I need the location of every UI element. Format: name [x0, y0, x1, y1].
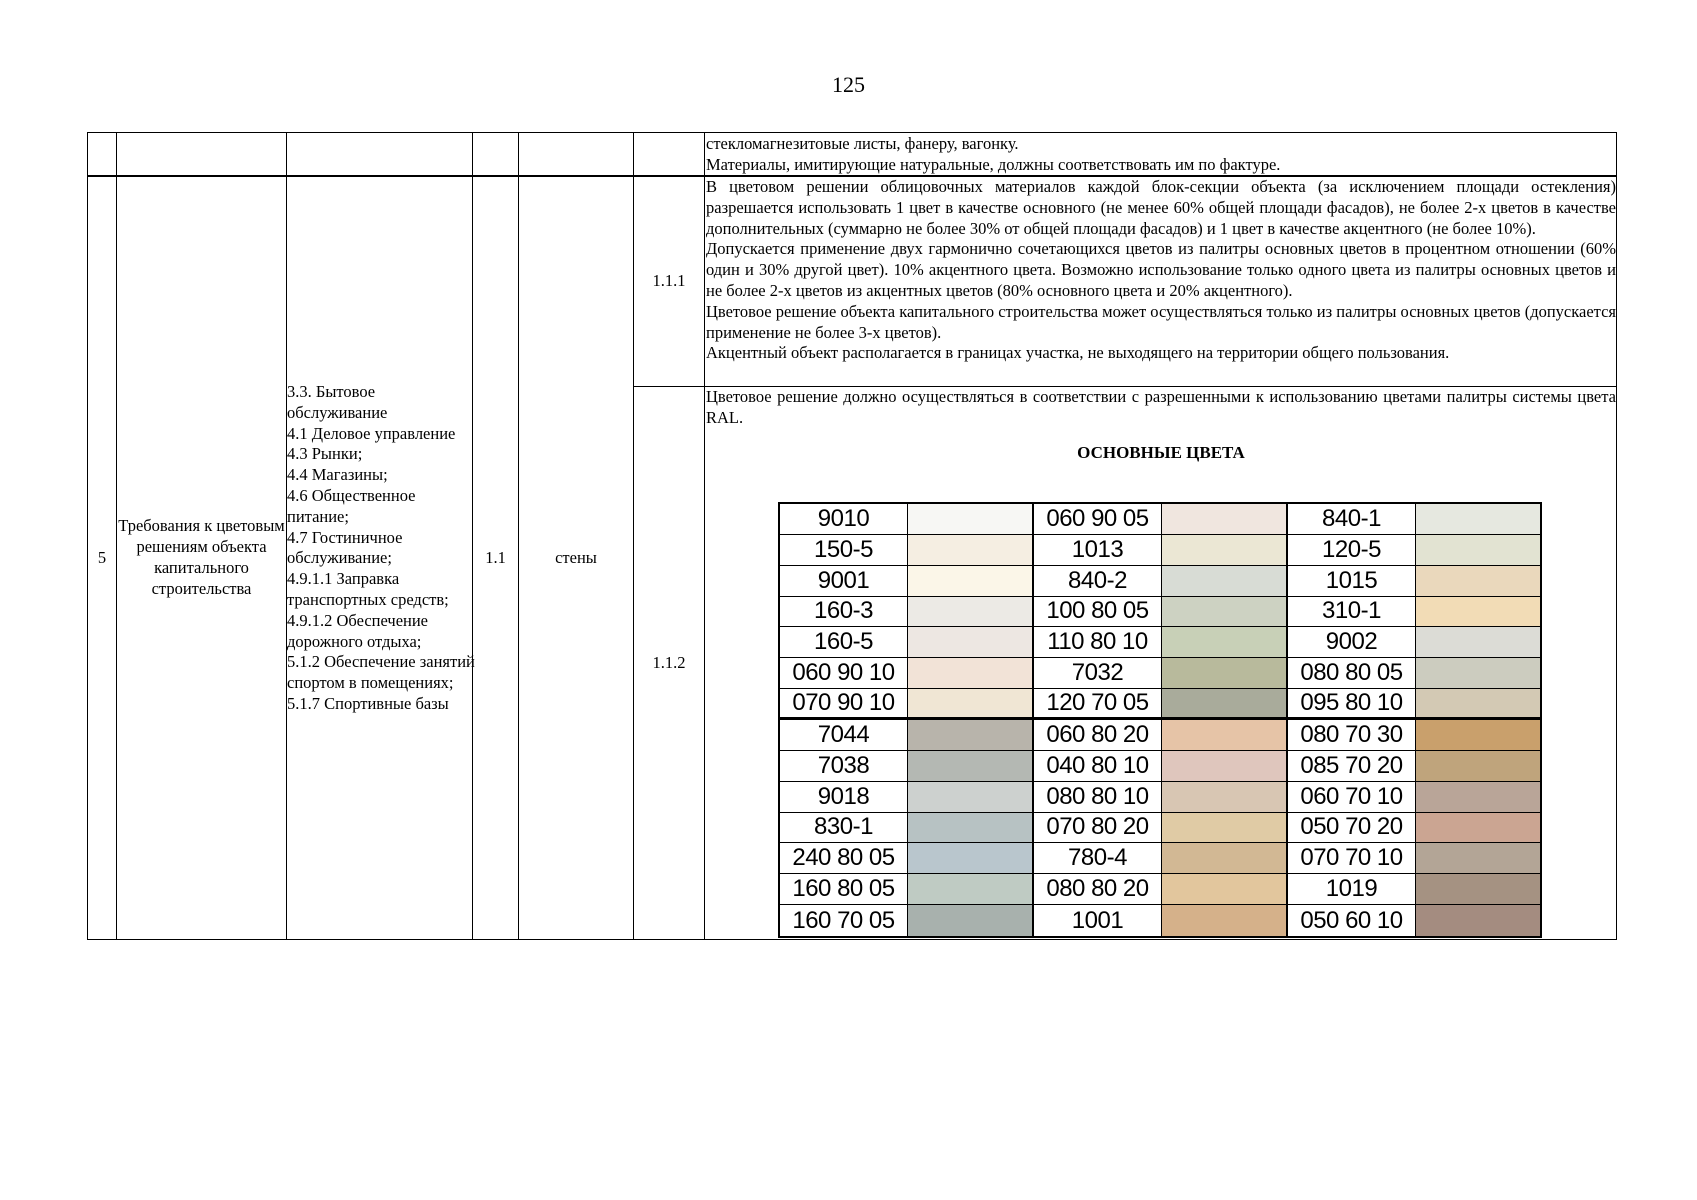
page-number: 125: [832, 72, 865, 97]
palette-color-code: 240 80 05: [780, 843, 908, 874]
palette-color-swatch: [1162, 905, 1288, 936]
continuation-line: Материалы, имитирующие натуральные, должны соответствовать им по фактуре.: [706, 154, 1281, 174]
palette-color-code: 7044: [780, 720, 908, 751]
palette-color-swatch: [1416, 597, 1540, 628]
palette-color-code: 160-5: [780, 627, 908, 658]
palette-color-swatch: [1416, 905, 1540, 936]
palette-color-code: 780-4: [1034, 843, 1162, 874]
palette-color-code: 7038: [780, 751, 908, 782]
palette-color-code: 095 80 10: [1288, 689, 1416, 720]
continuation-line: стекломагнезитовые листы, фанеру, вагонку.: [706, 134, 1019, 153]
paragraph: Цветовое решение объекта капитального строительства может осуществляться только из палитры основных цветов (допускается применение не более 3-х цветов).: [706, 301, 1616, 342]
palette-color-code: 050 60 10: [1288, 905, 1416, 936]
permitted-use-item: 4.7 Гостиничное обслуживание;: [287, 527, 403, 568]
palette-color-code: 050 70 20: [1288, 813, 1416, 844]
element-name: стены: [555, 547, 597, 567]
palette-color-swatch: [1416, 535, 1540, 566]
palette-color-swatch: [1162, 689, 1288, 720]
palette-color-code: 110 80 10: [1034, 627, 1162, 658]
palette-color-swatch: [1162, 720, 1288, 751]
palette-color-code: 060 90 10: [780, 658, 908, 689]
palette-color-code: 080 80 05: [1288, 658, 1416, 689]
palette-color-swatch: [1416, 627, 1540, 658]
palette-color-code: 080 80 10: [1034, 782, 1162, 813]
palette-color-code: 120 70 05: [1034, 689, 1162, 720]
palette-color-swatch: [1416, 782, 1540, 813]
palette-color-swatch: [1416, 504, 1540, 535]
permitted-use-item: 4.3 Рынки;: [287, 444, 363, 464]
palette-color-code: 160 70 05: [780, 905, 908, 936]
sub-item-text: [706, 177, 1616, 364]
permitted-use-item: 4.6 Общественное питание;: [287, 485, 416, 526]
sub-item-code: 1.1.1: [652, 271, 686, 291]
palette-color-code: 7032: [1034, 658, 1162, 689]
palette-color-code: 1013: [1034, 535, 1162, 566]
palette-color-code: 9018: [780, 782, 908, 813]
palette-color-swatch: [908, 843, 1034, 874]
color-palette: [778, 502, 1542, 938]
palette-color-code: 060 80 20: [1034, 720, 1162, 751]
palette-color-code: 120-5: [1288, 535, 1416, 566]
palette-color-code: 060 90 05: [1034, 504, 1162, 535]
permitted-use-item: 5.1.2 Обеспечение занятий спортом в помещениях;: [287, 652, 475, 693]
palette-color-code: 830-1: [780, 813, 908, 844]
row-number: 5: [97, 547, 107, 567]
permitted-use-item: 4.9.1.2 Обеспечение дорожного отдыха;: [287, 610, 428, 651]
palette-color-swatch: [908, 874, 1034, 905]
permitted-use-item: 3.3. Бытовое обслуживание: [287, 382, 388, 422]
column-divider: [704, 133, 705, 939]
palette-color-swatch: [908, 597, 1034, 628]
palette-color-code: 070 80 20: [1034, 813, 1162, 844]
continuation-text: [706, 134, 1616, 176]
palette-color-swatch: [1162, 597, 1288, 628]
palette-color-swatch: [1162, 566, 1288, 597]
palette-color-code: 9010: [780, 504, 908, 535]
palette-color-code: 070 70 10: [1288, 843, 1416, 874]
palette-color-swatch: [908, 782, 1034, 813]
palette-color-code: 1001: [1034, 905, 1162, 936]
palette-color-swatch: [1416, 689, 1540, 720]
palette-color-swatch: [1416, 566, 1540, 597]
palette-color-swatch: [1162, 813, 1288, 844]
palette-color-code: 840-1: [1288, 504, 1416, 535]
palette-color-swatch: [1162, 843, 1288, 874]
palette-color-swatch: [908, 504, 1034, 535]
palette-color-swatch: [1162, 535, 1288, 566]
permitted-use-item: 4.1 Деловое управление: [287, 423, 456, 443]
palette-color-code: 1015: [1288, 566, 1416, 597]
sub-item-text: Цветовое решение должно осуществляться в соответствии с разрешенными к использованию цветами палитры системы цвета RAL.: [706, 387, 1616, 427]
palette-color-swatch: [908, 689, 1034, 720]
palette-color-swatch: [1162, 504, 1288, 535]
palette-color-swatch: [1162, 782, 1288, 813]
palette-color-swatch: [908, 566, 1034, 597]
palette-color-swatch: [1416, 813, 1540, 844]
palette-color-code: 040 80 10: [1034, 751, 1162, 782]
palette-color-swatch: [908, 751, 1034, 782]
palette-color-code: 150-5: [780, 535, 908, 566]
palette-color-code: 840-2: [1034, 566, 1162, 597]
palette-color-code: 9001: [780, 566, 908, 597]
palette-color-swatch: [1416, 874, 1540, 905]
permitted-use-item: 5.1.7 Спортивные базы: [287, 693, 449, 713]
palette-color-swatch: [908, 535, 1034, 566]
element-code: 1.1: [485, 547, 506, 567]
palette-color-code: 100 80 05: [1034, 597, 1162, 628]
palette-color-code: 080 80 20: [1034, 874, 1162, 905]
palette-color-code: 160-3: [780, 597, 908, 628]
palette-color-code: 060 70 10: [1288, 782, 1416, 813]
paragraph: Допускается применение двух гармонично сочетающихся цветов из палитры основных цветов в процентном отношении (60% один и 30% другой цвет). 10% акцентного цвета. Возможно использование только одного цвета из палитры основных цветов и не более 2-х цветов из акцентных цветов (80% основного цвета и 20% акцентного).: [706, 239, 1616, 300]
palette-color-swatch: [908, 905, 1034, 936]
palette-color-swatch: [1416, 658, 1540, 689]
palette-color-code: 070 90 10: [780, 689, 908, 720]
palette-color-code: 160 80 05: [780, 874, 908, 905]
sub-item-code: 1.1.2: [652, 652, 686, 672]
permitted-use-item: 4.9.1.1 Заправка транспортных средств;: [287, 569, 449, 609]
paragraph: В цветовом решении облицовочных материалов каждой блок-секции объекта (за исключением площади остекления) разрешается использовать 1 цвет в качестве основного (не менее 60% общей площади фасадов), не более 2-х цветов в качестве дополнительных (суммарно не более 30% от общей площади фасадов) и 1 цвет в качестве акцентного (не более 10%).: [706, 177, 1616, 238]
palette-color-swatch: [1162, 627, 1288, 658]
palette-color-swatch: [1416, 720, 1540, 751]
palette-color-code: 085 70 20: [1288, 751, 1416, 782]
palette-grid: [780, 504, 1540, 936]
requirement-text: Требования к цветовым решениям объекта капитального строительства: [118, 516, 285, 598]
palette-color-swatch: [908, 720, 1034, 751]
palette-color-swatch: [1416, 843, 1540, 874]
palette-color-swatch: [1416, 751, 1540, 782]
paragraph: Акцентный объект располагается в границах участка, не выходящего на территории общего пользования.: [706, 343, 1450, 363]
permitted-uses-list: [287, 382, 475, 715]
palette-color-swatch: [1162, 658, 1288, 689]
palette-color-swatch: [908, 627, 1034, 658]
palette-title: ОСНОВНЫЕ ЦВЕТА: [1077, 443, 1245, 462]
palette-color-code: 310-1: [1288, 597, 1416, 628]
palette-color-swatch: [1162, 751, 1288, 782]
permitted-use-item: 4.4 Магазины;: [287, 465, 388, 485]
palette-color-code: 1019: [1288, 874, 1416, 905]
palette-color-code: 9002: [1288, 627, 1416, 658]
requirement-title: [117, 177, 286, 939]
palette-color-swatch: [908, 658, 1034, 689]
palette-color-swatch: [908, 813, 1034, 844]
palette-color-code: 080 70 30: [1288, 720, 1416, 751]
palette-color-swatch: [1162, 874, 1288, 905]
